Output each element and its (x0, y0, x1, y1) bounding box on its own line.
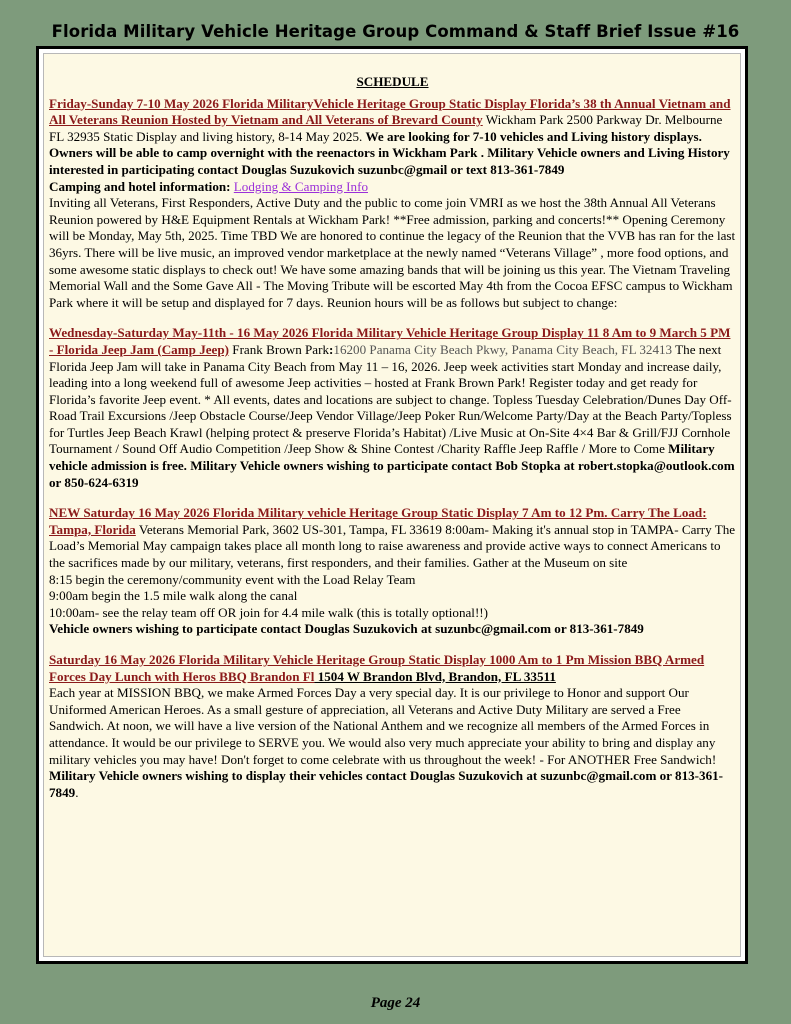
event-contact: Military Vehicle owners wishing to display their vehicles contact Douglas Suzukovich at suzunbc@gmail.com or 813-361-7849 (49, 768, 724, 800)
event-contact: Military vehicle admission is free. Military Vehicle owners wishing to participate contact Bob Stopka at robert.stopka@outlook.com or 850-624-6319 (49, 441, 735, 490)
schedule-line: 8:15 begin the ceremony/community event with the Load Relay Team (49, 571, 416, 587)
event-address: 16200 Panama City Beach Pkwy, Panama City Beach, FL 32413 (333, 341, 673, 357)
event-heading[interactable]: Wednesday-Saturday May-11th - 16 May 2026 Florida Military Vehicle Heritage Group Display 11 8 Am to 9 March 5 PM - Florida Jeep Jam (Camp Jeep) (49, 325, 731, 357)
schedule-heading: SCHEDULE (356, 74, 429, 89)
newsletter-title: Florida Military Vehicle Heritage Group Command & Staff Brief Issue #16 (51, 22, 740, 41)
event-vietnam-reunion (49, 96, 736, 312)
event-contact: We are looking for 7-10 vehicles and Living history displays. Owners will be able to camp overnight with the reenactors in Wickham Park . Military Vehicle owners and Living History interested in participating contact Douglas Suzukovich suzunbc@gmail or text 813-361-7849 (49, 128, 730, 177)
event-jeep-jam (49, 325, 736, 491)
event-address: Wickham Park 2500 Parkway Dr. Melbourne FL 32935 Static Display and living history, 8-14 May 2025. (49, 112, 723, 144)
event-contact: Vehicle owners wishing to participate contact Douglas Suzukovich at suzunbc@gmail.com or 813-361-7849 (49, 621, 644, 637)
event-heading[interactable]: Saturday 16 May 2026 Florida Military Vehicle Heritage Group Static Display 1000 Am to 1 Pm Mission BBQ Armed Forces Day Lunch with Heros BBQ Brandon Fl (49, 652, 705, 684)
lodging-camping-link[interactable]: Lodging & Camping Info (233, 178, 368, 194)
event-heading[interactable]: Friday-Sunday 7-10 May 2026 Florida MilitaryVehicle Heritage Group Static Display Florida’s 38 th Annual Vietnam and All Veterans Reunion Hosted by Vietnam and All Veterans of Brevard County (49, 95, 731, 128)
event-carry-the-load (49, 505, 736, 638)
event-place: Frank Brown Park (229, 341, 330, 357)
period: . (75, 784, 79, 800)
event-address: 1504 W Brandon Blvd, Brandon, FL 33511 (314, 668, 556, 684)
colon: : (329, 341, 334, 357)
page-number: Page 24 (370, 995, 421, 1011)
event-description: Veterans Memorial Park, 3602 US-301, Tampa, FL 33619 8:00am- Making it's annual stop in TAMPA- Carry The Load’s Memorial May campaign takes place all month long to raise awareness and provide active ways to connect Americans to the sacrifices made by our military, veterans, first responders, and their families. Gather at the Museum on site (49, 521, 736, 571)
schedule-line: 9:00am begin the 1.5 mile walk along the canal (49, 588, 298, 604)
event-description: Each year at MISSION BBQ, we make Armed Forces Day a very special day. It is our privilege to Honor and support Our Uniformed American Heroes. As a small gesture of appreciation, all Veterans and Active Duty Military are served a Free Sandwich. At noon, we will have a live version of the National Anthem and we recognize all members of the Armed Forces in attendance. It would be our privilege to SERVE you. We would also very much appreciate your ability to bring and display any military vehicles you may have! Don't forget to come celebrate with us throughout the week! - For ANOTHER Free Sandwich! (49, 685, 717, 767)
schedule-panel (43, 53, 741, 957)
event-description: The next Florida Jeep Jam will take in Panama City Beach from May 11 – 16, 2026. Jeep week activities start Monday and increase daily, leading into a long weekend full of awesome Jeep activities – hosted at Frank Brown Park! Register today and get ready for Florida’s favorite Jeep event. * All events, dates and locations are subject to change. Topless Tuesday Celebration/Dunes Day Off-Road Trail Excursions /Jeep Obstacle Course/Jeep Vendor Village/Jeep Poker Run/Welcome Party/Day at the Beach Party/Topless for Turtles Jeep Beach Krawl (helping protect & preserve Florida’s Habitat) /Live Music at On-Site 4×4 Bar & Grill/FJJ Cornhole Tournament / Sound Off Audio Competition /Jeep Show & Shine Contest /Charity Raffle Jeep Raffle / More to Come (49, 341, 732, 457)
schedule-line: 10:00am- see the relay team off OR join for 4.4 mile walk (this is totally optional!!) (49, 604, 489, 620)
event-mission-bbq (49, 652, 736, 801)
event-description: Inviting all Veterans, First Responders, Active Duty and the public to come join VMRI as we host the 38th Annual All Veterans Reunion powered by H&E Equipment Rentals at Wickham Park! **Free admission, parking and concerts!** Opening Ceremony will be Monday, May 5th, 2025. Time TBD We are honored to continue the legacy of the Reunion that the VVB has ran for the last 36yrs. There will be live music, an improved vendor marketplace at the newly named “Veterans Village” , more food options, and some awesome static displays to check out! We have some amazing bands that will be joining us this year. The Vietnam Traveling Memorial Wall and the Some Gave All - The Moving Tribute will be escorted May 4th from the Cocoa EFSC campus to Wickham Park where it will be setup and displayed for 7 days. Reunion hours will be as follows but subject to change: (49, 195, 736, 310)
content-frame (36, 46, 748, 964)
event-heading[interactable]: NEW Saturday 16 May 2026 Florida Military vehicle Heritage Group Static Display 7 Am to 12 Pm. Carry The Load: Tampa, Florida (49, 505, 707, 537)
camping-label: Camping and hotel information: (49, 178, 234, 194)
